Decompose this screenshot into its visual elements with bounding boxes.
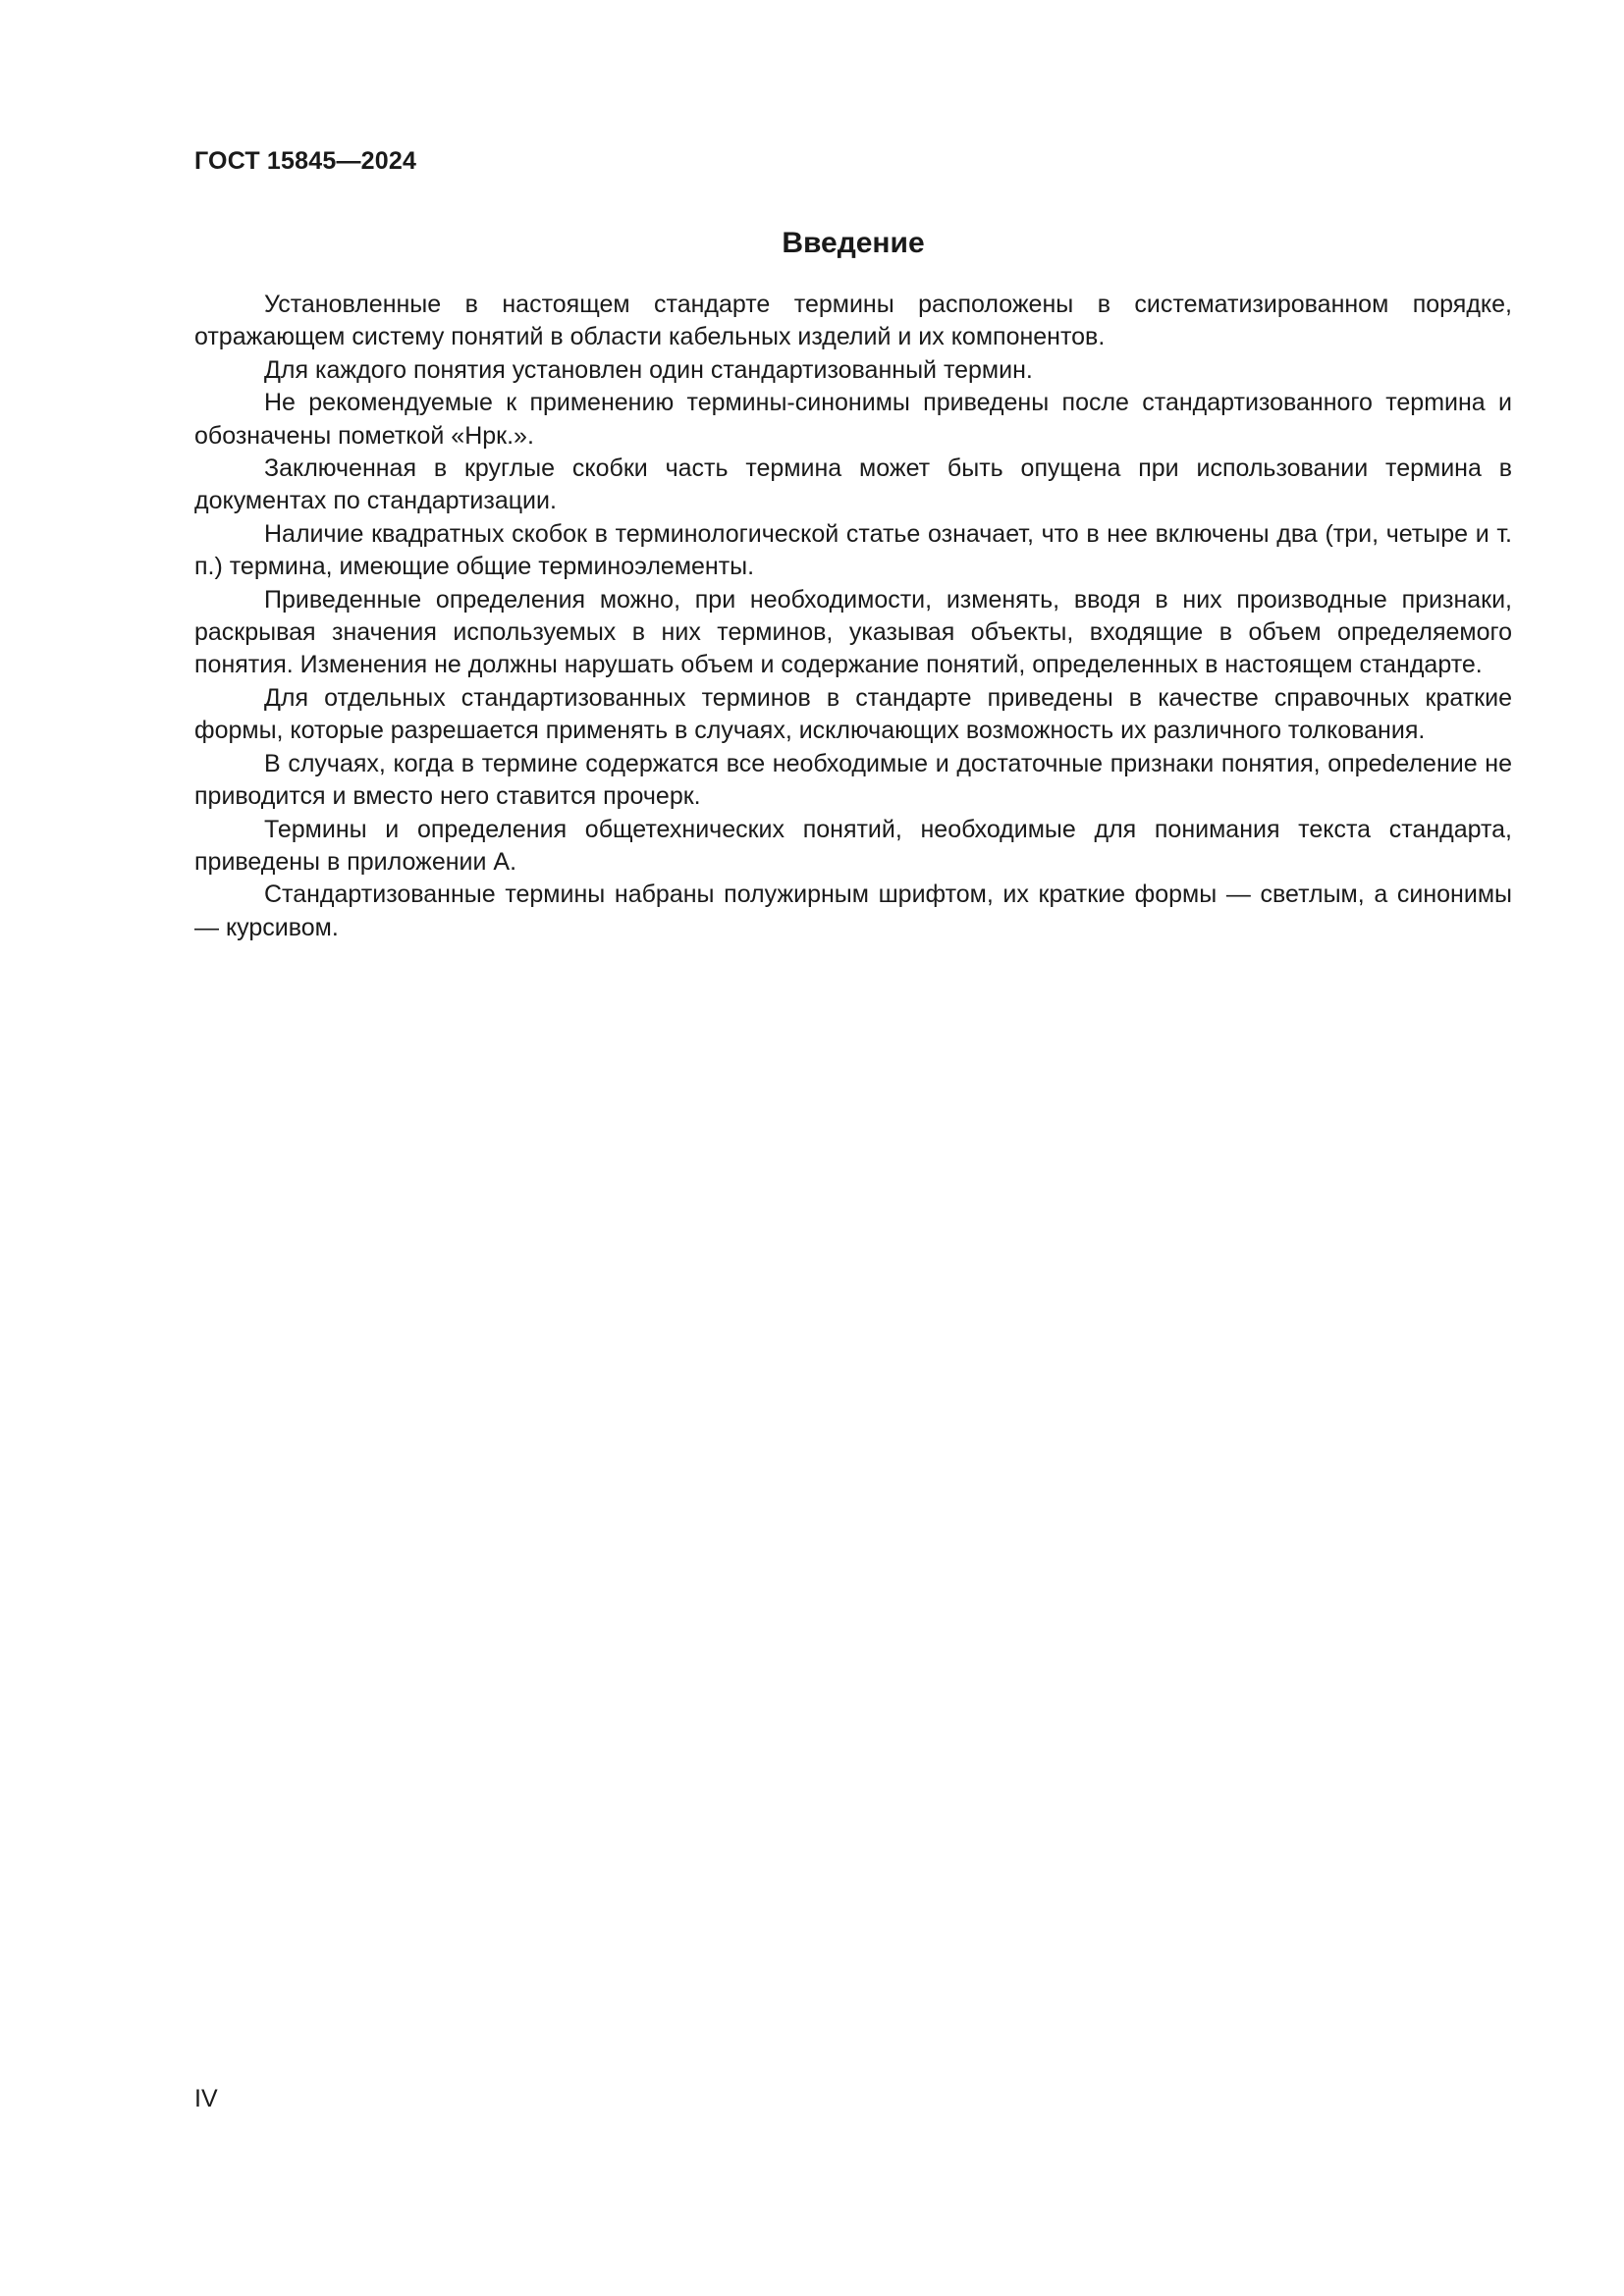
section-title: Введение (782, 227, 925, 259)
page-number: IV (194, 2085, 218, 2112)
paragraph: В случаях, когда в термине содержатся все необходимые и достаточные признаки понятия, опреdеление не приводится и вместо него ставится прочерк. (194, 749, 1512, 811)
paragraph: Стандартизованные термины набраны полужирным шрифтом, их краткие формы — светлым, а синонимы — курсивом. (194, 881, 1512, 941)
introduction-body (194, 289, 1512, 944)
document-code: ГОСТ 15845—2024 (194, 147, 417, 175)
paragraph: Для отдельных стандартизованных терминов в стандарте приведены в качестве справочных краткие формы, которые разрешается применять в случаях, исключающих возможность их различного толкования. (194, 683, 1512, 745)
paragraph: Заключенная в круглые скобки часть термина может быть опущена при использовании термина в документах по стандартизации. (194, 454, 1512, 515)
paragraph: Не рекомендуемые к применению термины-синонимы приведены после стандартизованного терmина и обозначены пометкой «Нрк.». (194, 389, 1512, 450)
paragraph: Приведенные определения можно, при необходимости, изменять, вводя в них производные признаки, раскрывая значения используемых в них терминов, указывая объекты, входящие в объем определяемого понятия. Изменения не должны нарушать объем и содержание понятий, определенных в настоящем стандарте. (194, 585, 1512, 679)
paragraph: Для каждого понятия установлен один стандартизованный термин. (264, 355, 1033, 384)
paragraph: Установленные в настоящем стандарте термины расположены в систематизированном порядке, отражающем систему понятий в области кабельных изделий и их компонентов. (194, 291, 1512, 351)
paragraph: Термины и определения общетехнических понятий, необходимые для понимания текста стандарта, приведены в приложении А. (194, 815, 1512, 876)
paragraph: Наличие квадратных скобок в терминологической статье означает, что в нее включены два (три, четыре и т. п.) термина, имеющие общие терминоэлементы. (194, 519, 1512, 581)
